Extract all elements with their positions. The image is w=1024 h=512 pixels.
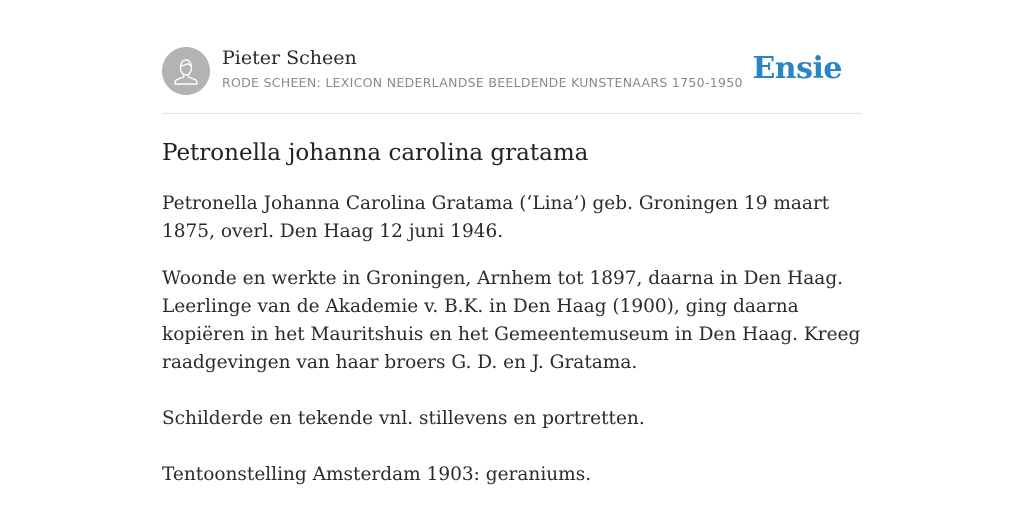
article-title: Petronella johanna carolina gratama	[162, 140, 589, 166]
author-avatar[interactable]	[162, 47, 210, 95]
article-paragraph: Schilderde en tekende vnl. stillevens en portretten.	[162, 408, 645, 429]
article-paragraph: Woonde en werkte in Groningen, Arnhem tot 1897, daarna in Den Haag. Leerlinge van de Akademie v. B.K. in Den Haag (1900), ging daarna kopiëren in het Mauritshuis en het Gemeentemuseum in Den Haag. Kreeg raadgevingen van haar broers G. D. en J. Gratama.	[162, 268, 861, 373]
article-body	[162, 190, 866, 489]
source-lexicon[interactable]: RODE SCHEEN: LEXICON NEDERLANDSE BEELDENDE KUNSTENAARS 1750-1950	[222, 75, 743, 90]
ensie-logo[interactable]: Ensie	[752, 51, 842, 86]
user-avatar-icon	[162, 47, 210, 95]
article-header	[162, 45, 862, 95]
author-name[interactable]: Pieter Scheen	[222, 47, 357, 69]
header-divider	[162, 113, 862, 114]
article-paragraph: Tentoonstelling Amsterdam 1903: geraniums.	[162, 464, 592, 485]
article-paragraph: Petronella Johanna Carolina Gratama (‘Lina’) geb. Groningen 19 maart 1875, overl. Den Haag 12 juni 1946.	[162, 193, 830, 242]
